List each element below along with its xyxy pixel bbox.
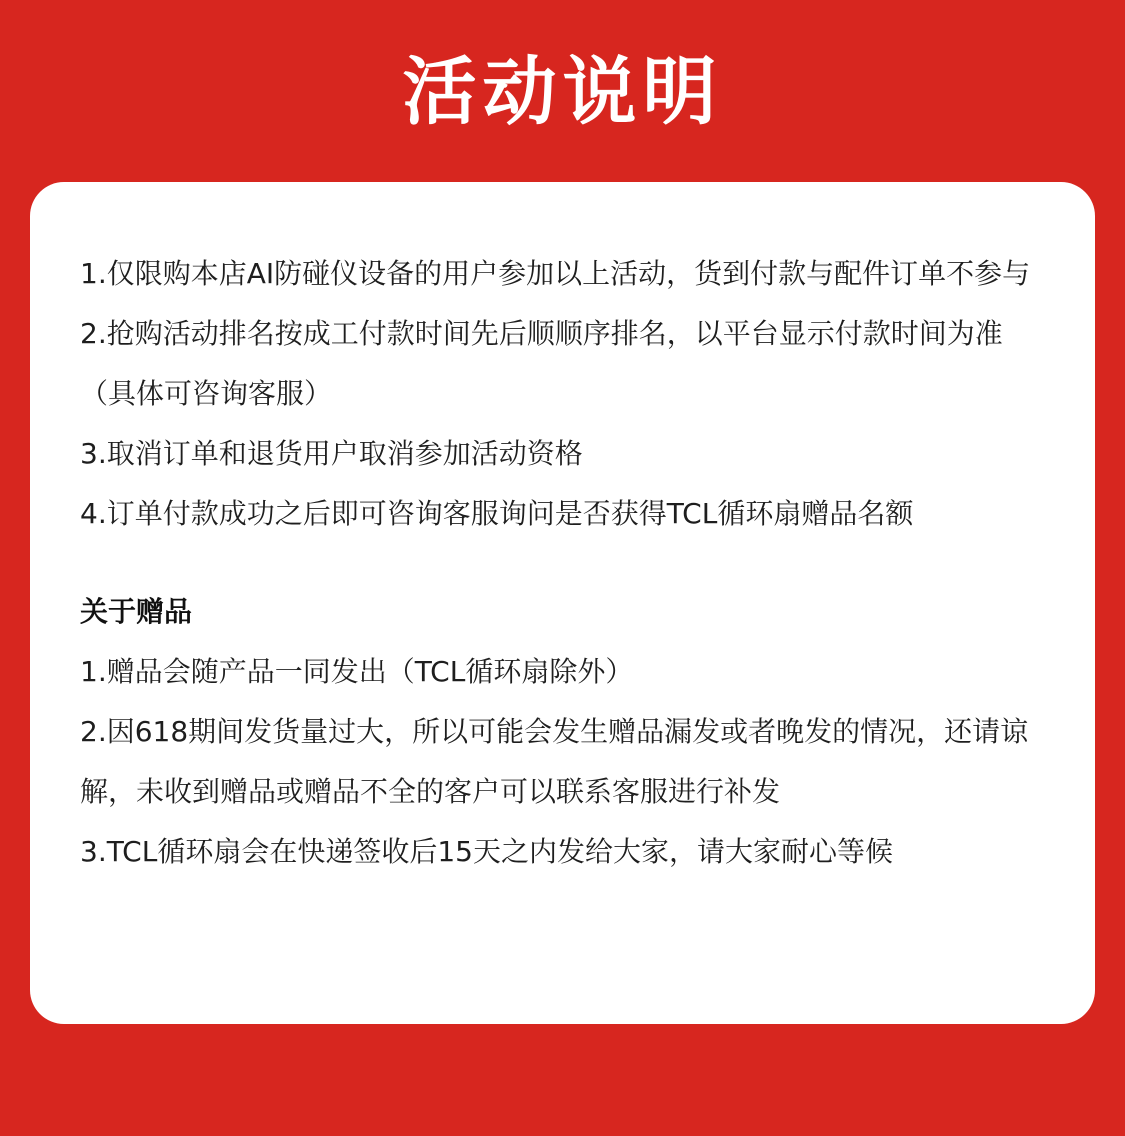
page-title: 活动说明: [402, 49, 723, 135]
rule-item: 2.抢购活动排名按成工付款时间先后顺顺序排名，以平台显示付款时间为准（具体可咨询客服）: [80, 317, 1003, 410]
rule-item: 4.订单付款成功之后即可咨询客服询问是否获得TCL循环扇赠品名额: [80, 497, 914, 530]
rule-item: 3.取消订单和退货用户取消参加活动资格: [80, 437, 583, 470]
gift-item: 2.因618期间发货量过大，所以可能会发生赠品漏发或者晚发的情况，还请谅解，未收到赠品或赠品不全的客户可以联系客服进行补发: [80, 715, 1029, 808]
gift-list: [80, 642, 1055, 882]
rule-item: 1.仅限购本店AI防碰仪设备的用户参加以上活动，货到付款与配件订单不参与: [80, 257, 1031, 290]
gift-item: 1.赠品会随产品一同发出（TCL循环扇除外）: [80, 655, 634, 688]
rule-list: [80, 244, 1055, 544]
gift-section-heading: 关于赠品: [80, 595, 193, 628]
activity-card: [30, 182, 1095, 1024]
gift-item: 3.TCL循环扇会在快递签收后15天之内发给大家，请大家耐心等候: [80, 835, 893, 868]
